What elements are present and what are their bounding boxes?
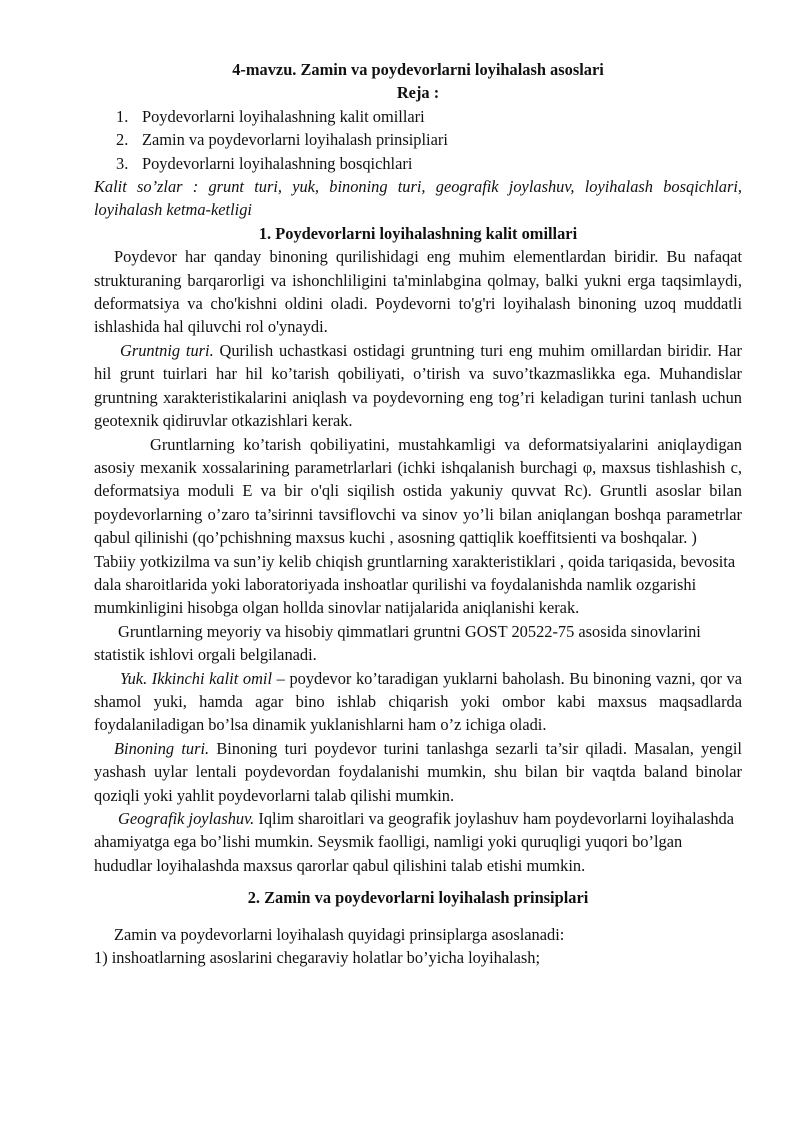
plan-item-number: 2.	[116, 130, 129, 150]
plan-item-text: Poydevorlarni loyihalashning bosqichlari	[142, 153, 413, 173]
plan-item	[94, 128, 742, 151]
section2-heading: 2. Zamin va poydevorlarni loyihalash prinsiplari	[247, 888, 589, 908]
plan-item	[94, 152, 742, 175]
plan-item-text: Zamin va poydevorlarni loyihalash prinsipliari	[142, 130, 448, 150]
term-soil-type: Gruntnig turi.	[120, 340, 214, 360]
section2-item-1: 1) inshoatlarning asoslarini chegaraviy holatlar bo’yicha loyihalash;	[94, 948, 541, 968]
document-page	[94, 58, 742, 969]
geography-text: Iqlim sharoitlari va geografik joylashuv ham poydevorlarni loyihalashda ahamiyatga ega bo’lishi mumkin. Seysmik faolligi, namligi yoki quruqligi yuqori bo’lgan hududlar loyihalashda maxsus qarorlar qabul qilishini talab etishi mumkin.	[94, 809, 735, 875]
term-building-type: Binoning turi.	[114, 738, 210, 758]
section1-paragraph-3: Gruntlarning ko’tarish qobiliyatini, mustahkamligi va deformatsiyalarini aniqlaydigan asosiy mexanik xossalarining parametrlarlari (ichki ishqalanish burchagi φ, maxsus tishlashish c, deformatsiya moduli E va bir o'qli siqilish ostida yakuniy quvvat Rc). Gruntli asoslar bilan poydevorlarning o’zaro ta’sirinni tavsiflovchi va sinov yo’li bilan aniqlangan boshqa parametrlar qabul qilinishi (qo’pchishning maxsus kuchi , asosning qattiqlik koeffitsienti va boshqalar. )	[94, 434, 742, 548]
section1-paragraph-soil-type	[94, 339, 742, 433]
building-type-text: Binoning turi poydevor turini tanlashga sezarli ta’sir qiladi. Masalan, yengil yashash uylar lentali poydevordan foydalanishi mumkin, shu bilan bir vaqtda baland binolar qoziqli yoki yahlit poydevorlarni talab qilishi mumkin.	[94, 738, 742, 805]
section1-paragraph-building-type	[94, 737, 742, 807]
term-geography: Geografik joylashuv.	[118, 809, 255, 828]
plan-heading: Reja :	[396, 83, 440, 103]
term-load: Yuk. Ikkinchi kalit omil	[120, 668, 273, 688]
section1-paragraph-4: Tabiiy yotkizilma va sun’iy kelib chiqish gruntlarning xarakteristiklari , qoida tariqasida, bevosita dala sharoitlarida yoki laboratoriyada inshoatlar qurilishi va foydalanishda namlik ozgarishi mumkinligini hisobga olgan hollda sinovlar natijalarida aniqlanishi kerak.	[94, 551, 736, 618]
section1-paragraph-geography	[94, 807, 742, 877]
load-text: – poydevor ko’taradigan yuklarni baholash. Bu binoning vazni, qor va shamol yuki, hamda agar bino ishlab chiqarish yoki ombor kabi maxsus maqsadlarda foydalaniladigan bo’lsa dinamik yuklanishlarni ham o’z ichiga oladi.	[94, 668, 742, 735]
plan-list	[94, 105, 742, 175]
plan-item	[94, 105, 742, 128]
keywords: Kalit so’zlar : grunt turi, yuk, binoning turi, geografik joylashuv, loyihalash bosqichlari, loyihalash ketma-ketligi	[94, 177, 742, 220]
section1-paragraph-1: Poydevor har qanday binoning qurilishidagi eng muhim elementlardan biridir. Bu nafaqat strukturaning barqarorligi va ishonchliligini ta'minlabgina qolmay, balki yukni erga taqsimlaydi, deformatsiya va cho'kishni oldini oladi. Poydevorni to'g'ri loyihalash binoning uzoq muddatli ishlashida hal qiluvchi rol o'ynaydi.	[94, 247, 742, 337]
section1-paragraph-5: Gruntlarning meyoriy va hisobiy qimmatlari gruntni GOST 20522-75 asosida sinovlarini statistik ishlovi orgali belgilanadi.	[94, 621, 701, 665]
section1-heading: 1. Poydevorlarni loyihalashning kalit omillari	[258, 223, 578, 243]
plan-item-text: Poydevorlarni loyihalashning kalit omillari	[142, 106, 425, 126]
section1-paragraph-load	[94, 667, 742, 737]
topic-title: 4-mavzu. Zamin va poydevorlarni loyihalash asoslari	[232, 60, 604, 79]
section2-paragraph-1: Zamin va poydevorlarni loyihalash quyidagi prinsiplarga asoslanadi:	[114, 924, 565, 944]
plan-item-number: 3.	[116, 153, 129, 173]
plan-item-number: 1.	[116, 106, 129, 126]
soil-type-text: Qurilish uchastkasi ostidagi gruntning turi eng muhim omillardan biridir. Har hil grunt tuirlari har hil ko’tarish qobiliyati, o’tirish va suvo’tkazmaslikka ega. Muhandislar gruntning xarakteristikalarini aniqlash va poydevorning eng tog’ri keladigan turini tanlash uchun geotexnik qidiruvlar otkazishlari kerak.	[94, 340, 742, 431]
